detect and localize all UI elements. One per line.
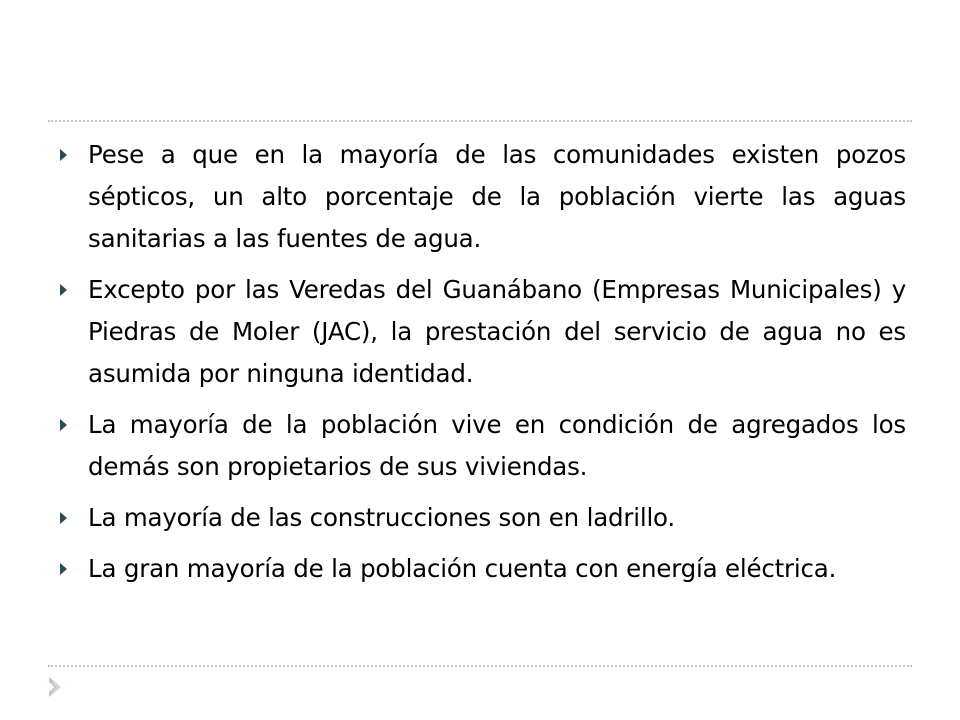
triangle-bullet-icon	[60, 563, 67, 575]
triangle-bullet-icon	[60, 149, 67, 161]
bullet-list	[60, 134, 906, 590]
triangle-bullet-icon	[60, 512, 67, 524]
triangle-bullet-icon	[60, 284, 67, 296]
bullet-item-3	[60, 404, 906, 488]
bullet-item-2	[60, 269, 906, 395]
triangle-bullet-icon	[60, 419, 67, 431]
bullet-item-5	[60, 548, 906, 590]
top-dotted-divider	[48, 120, 912, 122]
slide-body	[60, 134, 906, 599]
double-chevron-right-icon	[48, 676, 64, 698]
bullet-text: Excepto por las Veredas del Guanábano (Empresas Municipales) y Piedras de Moler (JAC), la prestación del servicio de agua no es asumida por ninguna identidad.	[88, 275, 906, 388]
bullet-text: La mayoría de la población vive en condición de agregados los demás son propietarios de sus viviendas.	[88, 410, 906, 481]
bullet-text: La mayoría de las construcciones son en ladrillo.	[88, 503, 676, 532]
bullet-item-4	[60, 497, 906, 539]
bullet-item-1	[60, 134, 906, 260]
bullet-text: Pese a que en la mayoría de las comunidades existen pozos sépticos, un alto porcentaje de la población vierte las aguas sanitarias a las fuentes de agua.	[88, 140, 906, 253]
bullet-text: La gran mayoría de la población cuenta con energía eléctrica.	[88, 554, 837, 583]
bottom-dotted-divider	[48, 665, 912, 667]
